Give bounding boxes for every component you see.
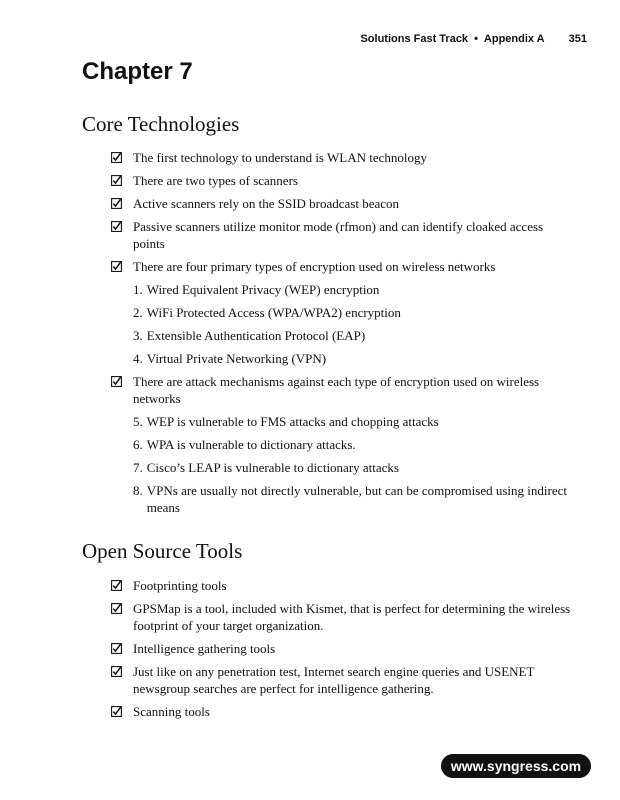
core-technologies-list	[111, 149, 571, 522]
bullet-item	[111, 373, 571, 407]
checkbox-icon	[111, 195, 133, 212]
numbered-text: Virtual Private Networking (VPN)	[146, 351, 327, 366]
item-number: 7.	[133, 460, 143, 475]
bullet-item	[111, 703, 571, 720]
numbered-item	[111, 327, 571, 344]
bullet-text: There are four primary types of encryption used on wireless networks	[133, 259, 496, 274]
bullet-text: Passive scanners utilize monitor mode (rfmon) and can identify cloaked access points	[133, 219, 544, 251]
numbered-text: Extensible Authentication Protocol (EAP)	[146, 328, 366, 343]
bullet-item	[111, 600, 571, 634]
bullet-item	[111, 258, 571, 275]
open-source-tools-list	[111, 577, 571, 726]
numbered-item	[111, 350, 571, 367]
numbered-text: Cisco’s LEAP is vulnerable to dictionary attacks	[146, 460, 399, 475]
bullet-item	[111, 218, 571, 252]
numbered-text: VPNs are usually not directly vulnerable, but can be compromised using indirect means	[146, 483, 567, 515]
bullet-item	[111, 640, 571, 657]
numbered-text: WPA is vulnerable to dictionary attacks.	[146, 437, 356, 452]
bullet-item	[111, 195, 571, 212]
numbered-item	[111, 459, 571, 476]
checkbox-icon	[111, 149, 133, 166]
bullet-text: Active scanners rely on the SSID broadcast beacon	[133, 196, 400, 211]
numbered-item	[111, 482, 571, 516]
item-number: 3.	[133, 328, 143, 343]
checkbox-icon	[111, 663, 133, 680]
running-title: Solutions Fast Track	[360, 33, 469, 45]
item-number: 5.	[133, 414, 143, 429]
numbered-item	[111, 436, 571, 453]
bullet-text: The first technology to understand is WLAN technology	[133, 150, 428, 165]
section-title-open-source-tools: Open Source Tools	[82, 539, 243, 563]
checkbox-icon	[111, 600, 133, 617]
numbered-text: WEP is vulnerable to FMS attacks and chopping attacks	[146, 414, 439, 429]
item-number: 6.	[133, 437, 143, 452]
bullet-text: Intelligence gathering tools	[133, 641, 276, 656]
header-separator: •	[474, 33, 478, 45]
numbered-item	[111, 304, 571, 321]
item-number: 1.	[133, 282, 143, 297]
item-number: 8.	[133, 483, 143, 498]
numbered-text: WiFi Protected Access (WPA/WPA2) encryption	[146, 305, 401, 320]
appendix-label: Appendix A	[483, 33, 545, 45]
bullet-item	[111, 149, 571, 166]
checkbox-icon	[111, 218, 133, 235]
checkbox-icon	[111, 172, 133, 189]
page-number: 351	[568, 33, 587, 45]
checkbox-icon	[111, 703, 133, 720]
item-number: 2.	[133, 305, 143, 320]
bullet-text: There are two types of scanners	[133, 173, 298, 188]
numbered-text: Wired Equivalent Privacy (WEP) encryption	[146, 282, 380, 297]
bullet-text: Just like on any penetration test, Internet search engine queries and USENET newsgroup searches are perfect for intelligence gathering.	[133, 664, 535, 696]
running-header	[360, 33, 587, 45]
numbered-item	[111, 281, 571, 298]
website-badge	[441, 754, 591, 778]
bullet-text: There are attack mechanisms against each type of encryption used on wireless networks	[133, 374, 540, 406]
website-url: www.syngress.com	[450, 758, 582, 774]
bullet-text: Scanning tools	[133, 704, 210, 719]
checkbox-icon	[111, 640, 133, 657]
bullet-item	[111, 663, 571, 697]
numbered-item	[111, 413, 571, 430]
bullet-item	[111, 172, 571, 189]
bullet-text: GPSMap is a tool, included with Kismet, that is perfect for determining the wireless footprint of your target organization.	[133, 601, 571, 633]
bullet-item	[111, 577, 571, 594]
checkbox-icon	[111, 373, 133, 390]
bullet-text: Footprinting tools	[133, 578, 227, 593]
section-title-core-technologies: Core Technologies	[82, 112, 240, 136]
checkbox-icon	[111, 258, 133, 275]
checkbox-icon	[111, 577, 133, 594]
chapter-title: Chapter 7	[82, 58, 193, 85]
item-number: 4.	[133, 351, 143, 366]
